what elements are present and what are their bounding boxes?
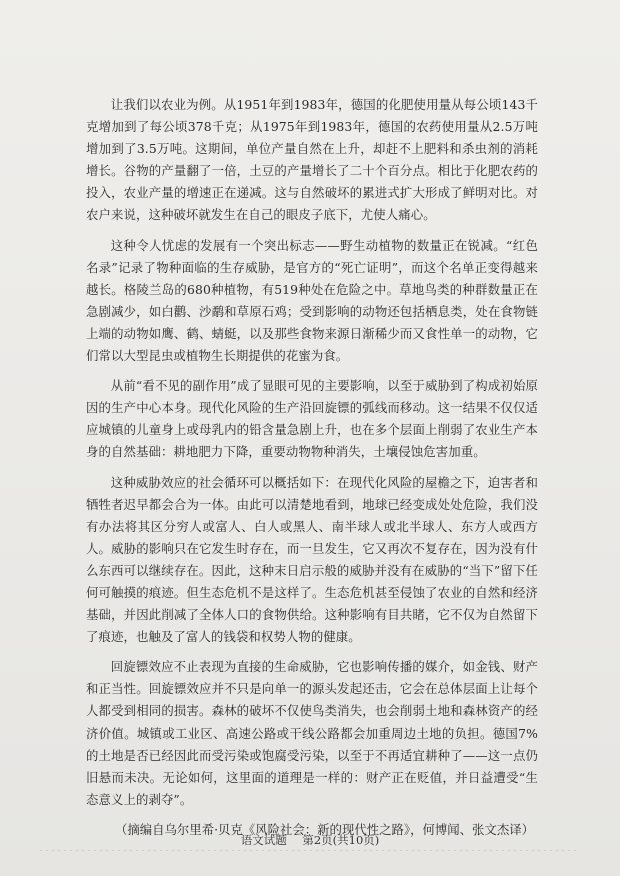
footer-page-number: 第2页(共10页) (302, 833, 380, 847)
paragraph-2: 这种令人忧虑的发展有一个突出标志——野生动植物的数量正在锐减。“红色名录”记录了物种面临的生存威胁，是官方的“死亡证明”，而这个名单正变得越来越长。格陵兰岛的680种植物，有519种处在危险之中。草地鸟类的种群数量正在急剧减少，如白鹳、沙鹬和草原石鸡；受到影响的动物还包括栖息类，处在食物链上端的动物如鹰、鹤、蜻蜓，以及那些食物来源日渐稀少而又食性单一的动物，它们常以大型昆虫或植物生长期提供的花蜜为食。 (86, 237, 538, 364)
article-body (86, 94, 538, 841)
source-citation: （摘编自乌尔里希·贝克《风险社会：新的现代性之路》，何博闻、张文杰译） (114, 821, 534, 837)
page-footer (0, 832, 620, 848)
paragraph-4: 这种威胁效应的社会循环可以概括如下：在现代化风险的屋檐之下，迫害者和牺牲者迟早都会合为一体。由此可以清楚地看到，地球已经变成处处危险，我们没有办法将其区分穷人或富人、白人或黑人、南半球人或北半球人、东方人或西方人。威胁的影响只在它发生时存在，而一旦发生，它又再次不复存在，因为没有什么东西可以继续存在。因此，这种末日启示般的威胁并没有在威胁的“当下”留下任何可触摸的痕迹。但生态危机不是这样了。生态危机甚至侵蚀了农业的自然和经济基础，并因此削减了全体人口的食物供给。这种影响有目共睹，它不仅为自然留下了痕迹，也触及了富人的钱袋和权势人物的健康。 (86, 474, 538, 645)
paragraph-5: 回旋镖效应不止表现为直接的生命威胁，它也影响传播的媒介，如金钱、财产和正当性。回旋镖效应并不只是向单一的源头发起还击，它会在总体层面上让每个人都受到相同的损害。森林的破坏不仅使鸟类消失，也会削弱土地和森林资产的经济价值。城镇或工业区、高速公路或干线公路都会加重周边土地的负担。德国7%的土地是否已经因此而受污染或饱腐受污染，以至于不再适宜耕种了——这一点仍旧悬而未决。无论如何，这里面的道理是一样的：财产正在贬值，并日益遭受“生态意义上的剥夺”。 (86, 659, 538, 807)
paragraph-3: 从前“看不见的副作用”成了显眼可见的主要影响，以至于威胁到了构成初始原因的生产中心本身。现代化风险的生产沿回旋镖的弧线而移动。这一结果不仅仅适应城镇的儿童身上或母乳内的铅含量急剧上升，也在多个层面上削弱了农业生产本身的自然基础：耕地肥力下降，重要动物物种消失，土壤侵蚀危害加重。 (86, 378, 538, 460)
footer-subject: 语文试题 (240, 833, 287, 847)
scan-artifact-line (40, 850, 580, 851)
paragraph-1: 让我们以农业为例。从1951年到1983年，德国的化肥使用量从每公顷143千克增加到了每公顷378千克；从1975年到1983年，德国的农药使用量从2.5万吨增加到了3.5万吨。这期间，单位产量自然在上升，却赶不上肥料和杀虫剂的消耗增长。谷物的产量翻了一倍，土豆的产量增长了二十个百分点。相比于化肥农药的投入，农业产量的增速正在递减。这与自然破坏的累进式扩大形成了鲜明对比。对农户来说，这种破坏就发生在自己的眼皮子底下，尤使人痛心。 (86, 97, 538, 223)
